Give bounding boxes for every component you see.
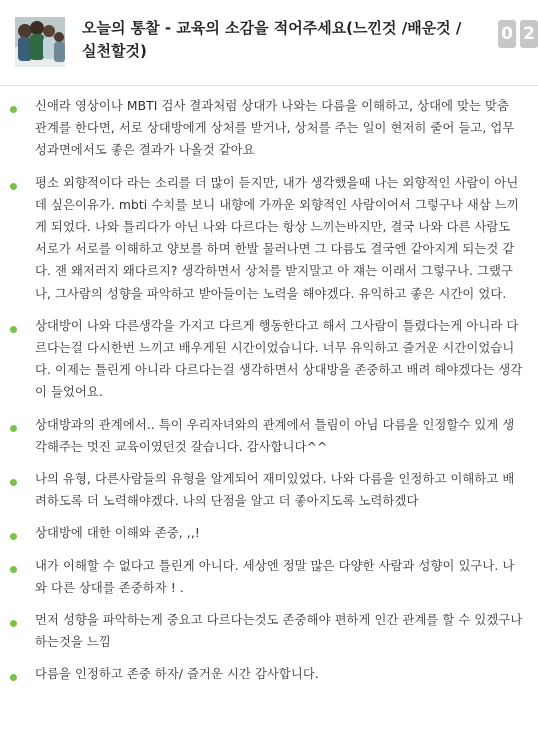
bullet-icon <box>10 183 17 190</box>
list-item <box>0 468 538 512</box>
bullet-icon <box>10 326 17 333</box>
list-item <box>0 609 538 653</box>
list-item <box>0 522 538 544</box>
bullet-icon <box>10 566 17 573</box>
list-item-text: 나의 유형, 다른사람들의 유형을 알게되어 재미있었다. 나와 다름을 인정하고 이해하고 배려하도록 더 노력해야겠다. 나의 단점을 알고 더 좋아지도록 노력하겠다 <box>35 472 515 509</box>
thumbnail-image <box>15 17 65 67</box>
list-item <box>0 315 538 404</box>
bullet-icon <box>10 106 17 113</box>
bullet-icon <box>10 620 17 627</box>
header <box>0 0 538 86</box>
list-item-text: 상대방이 나와 다른생각을 가지고 다르게 행동한다고 해서 그사람이 틀렸다는게 아니라 다르다는걸 다시한번 느끼고 배우게된 시간이었습니다. 너무 유익하고 즐거운 시간이었습니다. 이제는 틀린게 아니라 다르다는걸 생각하면서 상대방을 존중하고 배려 해야겠다는 생각이 들었어요. <box>35 318 523 400</box>
list-item-text: 다름을 인정하고 존중 하자/ 즐거운 시간 감사합니다. <box>35 667 319 682</box>
page-title: 오늘의 통찰 - 교육의 소감을 적어주세요(느낀것 /배운것 /실천할것) <box>82 19 462 60</box>
list-item <box>0 95 538 162</box>
response-counter <box>498 20 538 48</box>
list-item-text: 상대방과의 관계에서.. 특이 우리자녀와의 관계에서 틀림이 아님 다름을 인정할수 있게 생각해주는 멋진 교육이였던것 갈습니다. 감사합니다^^ <box>35 417 515 454</box>
bullet-icon <box>10 533 17 540</box>
list-item <box>0 414 538 458</box>
list-item <box>0 172 538 305</box>
counter-digit: 2 <box>520 20 538 48</box>
bullet-icon <box>10 479 17 486</box>
list-item-text: 신애라 영상이나 MBTI 검사 결과처럼 상대가 나와는 다름을 이해하고, 상대에 맞는 맞춤 관계를 한다면, 서로 상대방에게 상처를 받거나, 상처를 주는 일이 현저히 줄어 들고, 업무성과면에서도 좋은 결과가 나올것 같아요 <box>35 99 515 158</box>
counter-digit: 0 <box>498 20 516 48</box>
list-item <box>0 555 538 599</box>
list-item <box>0 663 538 685</box>
list-item-text: 평소 외향적이다 라는 소리를 더 많이 듣지만, 내가 생각했을때 나는 외향적인 사람이 아닌데 싶은이유가. mbti 수치를 보니 내향에 가까운 외향적인 사람이어서 그렇구나 새삼 느끼게 되었다. 나와 틀리다가 아닌 나와 다르다는 항상 느끼는바지만, 결국 나와 다른 사람도 서로가 서로를 이해하고 양보를 하며 한발 물러나면 그 다름도 결국엔 같아지게 되는것 같다. 잰 왜저러지 왜다르지? 생각하면서 상처를 받지말고 아 쟤는 이래서 그렇구나. 그랬구나, 그사람의 성향을 파악하고 받아들이는 노력을 해야겠다. 유익하고 좋은 시간이 었다. <box>35 175 519 301</box>
response-list <box>0 95 538 696</box>
bullet-icon <box>10 425 17 432</box>
group-photo-icon <box>15 17 65 67</box>
bullet-icon <box>10 674 17 681</box>
list-item-text: 먼저 성향을 파악하는게 중요고 다르다는것도 존중해야 편하게 인간 관계를 할 수 있겠구나 하는것을 느낌 <box>35 613 523 650</box>
list-item-text: 내가 이해할 수 없다고 틀린게 아니다. 세상엔 정말 많은 다양한 사람과 성향이 있구나. 나와 다른 상대를 존중하자 ! . <box>35 558 515 595</box>
list-item-text: 상대방에 대한 이해와 존중, ,,! <box>35 526 200 541</box>
